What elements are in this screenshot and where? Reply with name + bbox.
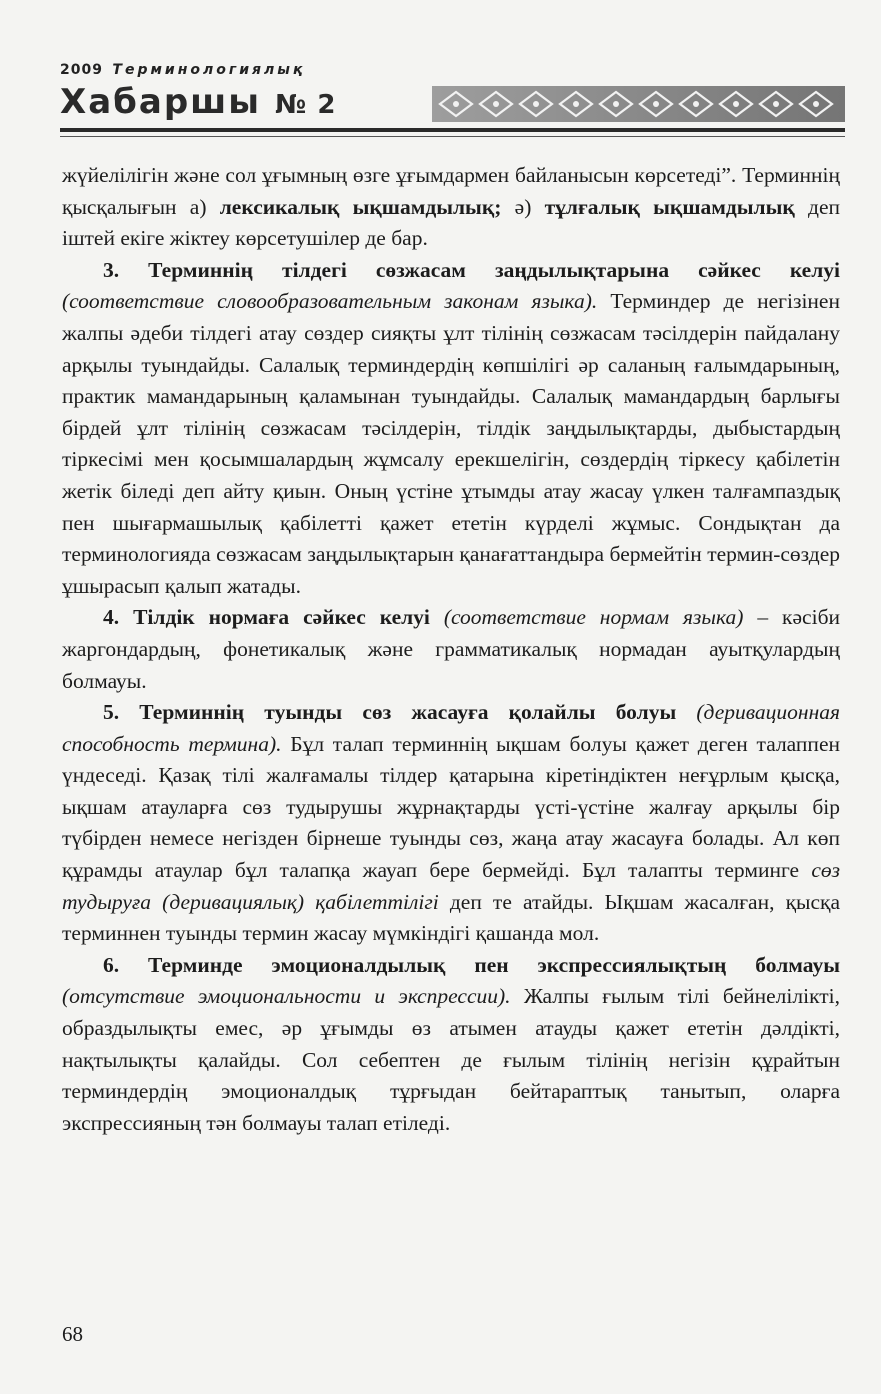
journal-name-top: Терминологиялық — [112, 62, 306, 78]
paragraph — [62, 160, 840, 255]
paragraph — [62, 602, 840, 697]
journal-title: Хабаршы — [60, 82, 262, 122]
header-rule-thick — [60, 128, 845, 132]
header-rule-thin — [60, 136, 845, 137]
journal-year: 2009 — [60, 62, 103, 78]
paragraph — [62, 950, 840, 1140]
italic-text: (деривационная способность термина). — [62, 700, 840, 756]
body-text: Жалпы ғылым тілі бейнелілікті, образдылықты емес, әр ұғымды өз атымен атауды қажет ететін дәлдікті, нақтылықты қалайды. Сол себептен де ғылым тілінің негізін құрайтын терминдердің эмоционалдық тұрғыдан бейтараптық танытып, оларға экспрессияның тән болмауы талап етіледі. — [62, 984, 840, 1135]
italic-text: сөз тудыруға (деривациялық) қабілеттілігі — [62, 858, 840, 914]
body-text: Терминдер де негізінен жалпы әдеби тілдегі атау сөздер сияқты ұлт тілінің сөзжасам тәсілдерін пайдалану арқылы туындайды. Салалық терминдердің көпшілігі әр саланың ғалымдарының, практик мамандарының қаламынан туындайды. Салалық мамандардың барлығы бірдей ұлт тілінің сөзжасам тәсілдерін, тілдік заңдылықтарды, дыбыстардың тіркесімі мен қосымшалардың жұмсалу ерекшелігін, сөздердің тіркесу қабілетін жетік біледі деп айту қиын. Оның үстіне ұтымды атау жасау үлкен талғампаздық пен шығармашылық қабілетті қажет ететін күрделі жұмыс. Сондықтан да терминологияда сөзжасам заңдылықтарын қанағаттандыра бермейтін термин-сөздер ұшырасып қалып жатады. — [62, 289, 840, 598]
italic-text: (соответствие нормам языка) — [429, 605, 744, 630]
body-text: деп те атайды. Ықшам жасалған, қысқа терминнен туынды термин жасау мүмкіндігі қашанда мол. — [62, 889, 841, 946]
bold-text: лексикалық ықшамдылық; — [219, 194, 502, 219]
body-text: Бұл талап терминнің ықшам болуы қажет деген талаппен үндеседі. Қазақ тілі жалғамалы тілдер қатарына кіретіндіктен неғұрлым қысқа, ықшам атауларға сөз тудырушы жұрнақтарды үсті-үстіне жалғау арқылы бір түбірден немесе негізден бірнеше туынды сөз, жаңа атау жасауға болады. Ал көп құрамды атаулар бұл талапқа жауап бере бермейді. Бұл талапты терминге — [62, 731, 840, 883]
journal-header-top — [60, 62, 305, 78]
bold-text: 4. Тілдік нормаға сәйкес келуі — [103, 605, 430, 630]
italic-text: (соответствие словообразовательным законам языка). — [62, 289, 598, 314]
journal-title-line — [60, 82, 336, 122]
article-body — [62, 160, 840, 1139]
bold-text: 5. Терминнің туынды сөз жасауға қолайлы болуы — [103, 700, 677, 725]
body-text: деп іштей екіге жіктеу көрсетушілер де бар. — [62, 194, 840, 251]
issue-number: № 2 — [275, 90, 337, 120]
body-text: ә) — [501, 194, 545, 219]
italic-text: (отсутствие эмоциональности и экспрессии). — [62, 984, 511, 1009]
bold-text: тұлғалық ықшамдылық — [544, 194, 795, 219]
journal-header — [60, 58, 845, 148]
paragraph — [62, 255, 840, 603]
page-number: 68 — [62, 1322, 83, 1346]
body-text: – кәсіби жаргондардың, фонетикалық және грамматикалық нормадан ауытқулардың болмауы. — [62, 605, 841, 693]
bold-text: 3. Терминнің тілдегі сөзжасам заңдылықтарына сәйкес келуі — [103, 257, 840, 282]
body-text: жүйелілігін және сол ұғымның өзге ұғымдармен байланысын көрсетеді”. Терминнің қысқалығын а) — [62, 163, 840, 219]
ornament-band-icon — [432, 86, 845, 122]
bold-text: 6. Терминде эмоционалдылық пен экспрессиялықтың болмауы — [103, 952, 840, 977]
paragraph — [62, 697, 840, 950]
